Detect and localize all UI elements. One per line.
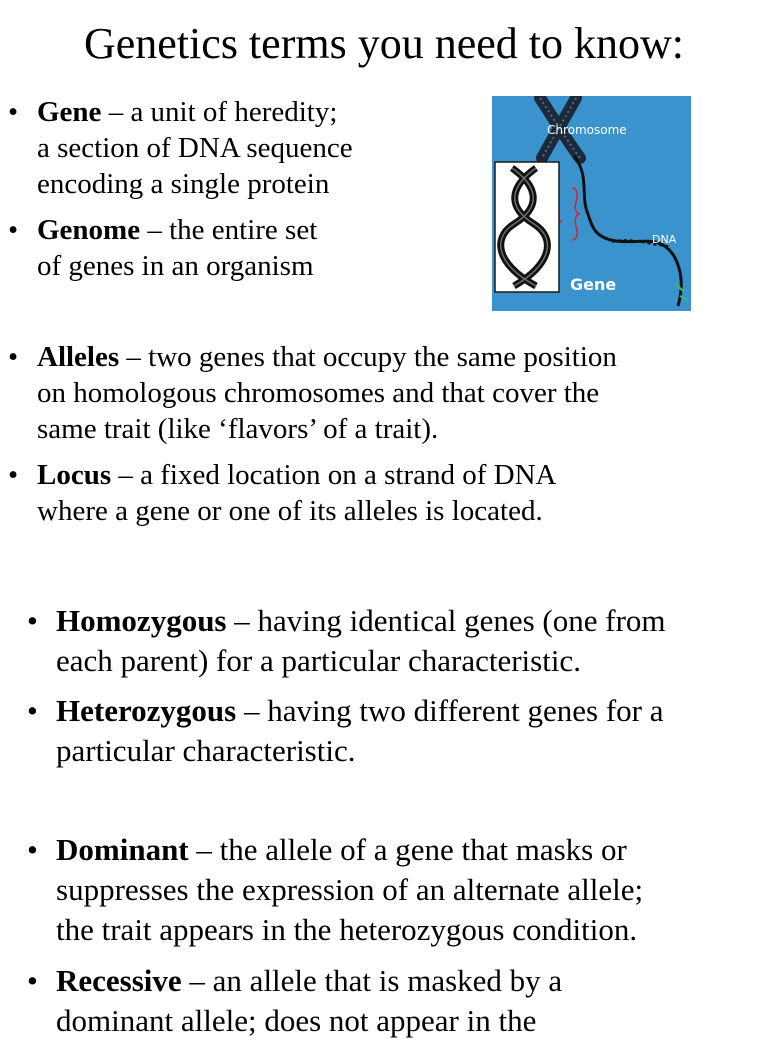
term-locus <box>8 457 557 529</box>
term-definition: dominant allele; does not appear in the <box>56 1003 537 1038</box>
term-dominant <box>27 830 644 950</box>
gene-bracket <box>572 188 580 240</box>
term-definition: – the allele of a gene that masks or <box>188 832 627 867</box>
term-definition: each parent) for a particular characteristic. <box>56 643 581 678</box>
dna-label: DNA <box>652 233 677 246</box>
gene-label: Gene <box>570 275 617 294</box>
term-label: Genome <box>37 214 141 246</box>
term-label: Recessive <box>56 963 182 998</box>
term-definition: – two genes that occupy the same position <box>119 341 617 373</box>
bullet: • <box>27 693 38 728</box>
term-definition: – having identical genes (one from <box>226 603 666 638</box>
bullet: • <box>8 96 19 128</box>
term-definition: encoding a single protein <box>37 168 330 200</box>
bullet: • <box>8 459 19 491</box>
bullet: • <box>27 832 38 867</box>
term-label: Dominant <box>56 832 189 867</box>
term-definition: on homologous chromosomes and that cover the <box>37 377 600 409</box>
term-label: Alleles <box>37 341 120 373</box>
chromosome-label: Chromosome <box>547 123 627 137</box>
term-label: Gene <box>37 96 102 128</box>
term-definition: where a gene or one of its alleles is located. <box>37 495 543 527</box>
term-definition: – having two different genes for a <box>236 693 664 728</box>
chromosome-gene-illustration <box>492 96 691 311</box>
term-definition: suppresses the expression of an alternate allele; <box>56 872 644 907</box>
term-label: Locus <box>37 459 112 491</box>
term-recessive <box>27 961 563 1041</box>
term-definition: same trait (like ‘flavors’ of a trait). <box>37 413 439 445</box>
term-definition: – a unit of heredity; <box>101 96 338 128</box>
bullet: • <box>8 341 19 373</box>
term-label: Homozygous <box>56 603 227 638</box>
term-heterozygous <box>27 691 664 771</box>
term-definition: particular characteristic. <box>56 733 356 768</box>
term-genome <box>8 212 318 284</box>
bullet: • <box>27 603 38 638</box>
term-definition: – a fixed location on a strand of DNA <box>111 459 557 491</box>
term-definition: of genes in an organism <box>37 250 314 282</box>
bullet: • <box>27 963 38 998</box>
term-definition: – an allele that is masked by a <box>181 963 563 998</box>
term-gene <box>8 94 353 202</box>
term-label: Heterozygous <box>56 693 237 728</box>
bullet: • <box>8 214 19 246</box>
term-definition: a section of DNA sequence <box>37 132 353 164</box>
term-definition: – the entire set <box>140 214 318 246</box>
page-title: Genetics terms you need to know: <box>84 19 684 68</box>
term-homozygous <box>27 601 666 681</box>
term-alleles <box>8 339 617 447</box>
term-definition: the trait appears in the heterozygous condition. <box>56 912 638 947</box>
